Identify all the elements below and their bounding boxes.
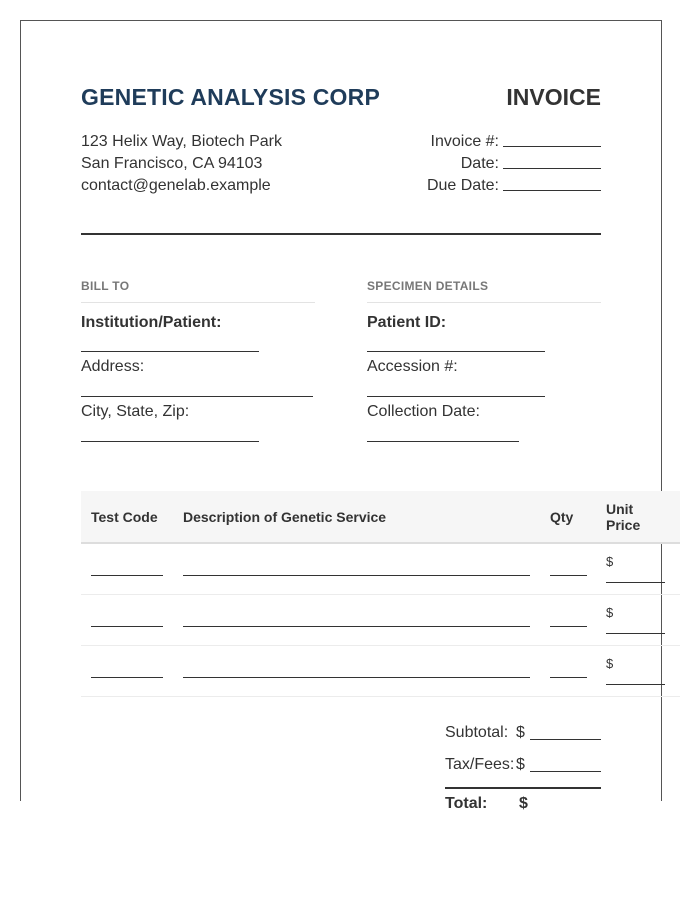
company-address [81, 131, 282, 197]
invoice-meta [380, 131, 601, 197]
due-date-label: Due Date: [426, 177, 499, 194]
subtotal-field[interactable] [530, 739, 601, 740]
due-date-row [380, 175, 601, 197]
services-table-header [81, 491, 680, 544]
address-line: San Francisco, CA 94103 [81, 155, 263, 172]
description-field[interactable] [183, 626, 530, 627]
test-code-field[interactable] [91, 575, 163, 576]
collection-date-field[interactable] [367, 441, 519, 442]
address-label: Address: [81, 358, 145, 375]
address-line: 123 Helix Way, Biotech Park [81, 133, 282, 150]
col-unit-price: Unit Price [606, 501, 641, 533]
contact-email: contact@genelab.example [81, 177, 271, 194]
description-field[interactable] [183, 575, 530, 576]
collection-date-label: Collection Date: [367, 403, 480, 420]
total-currency: $ [519, 795, 528, 812]
total-label: Total: [445, 795, 488, 812]
city-field[interactable] [81, 441, 259, 442]
due-date-field[interactable] [503, 176, 601, 191]
currency-symbol: $ [606, 605, 614, 620]
col-qty: Qty [550, 509, 574, 525]
institution-label: Institution/Patient: [81, 314, 222, 331]
specimen-heading: SPECIMEN DETAILS [367, 279, 601, 303]
test-code-field[interactable] [91, 677, 163, 678]
currency-symbol: $ [606, 656, 614, 671]
qty-field[interactable] [550, 626, 587, 627]
qty-field[interactable] [550, 677, 587, 678]
col-test-code: Test Code [91, 509, 158, 525]
document-title: INVOICE [506, 84, 601, 110]
table-row [81, 595, 680, 646]
description-field[interactable] [183, 677, 530, 678]
date-label: Date: [460, 155, 499, 172]
table-row [81, 544, 680, 595]
col-description: Description of Genetic Service [183, 509, 387, 525]
invoice-number-field[interactable] [503, 132, 601, 147]
patient-id-label: Patient ID: [367, 314, 447, 331]
subtotal-label: Subtotal: [445, 724, 509, 741]
address-field[interactable] [81, 396, 313, 397]
date-row [380, 153, 601, 175]
totals-divider [445, 787, 601, 789]
city-label: City, State, Zip: [81, 403, 190, 420]
accession-label: Accession #: [367, 358, 458, 375]
bill-to-heading: BILL TO [81, 279, 315, 303]
tax-currency: $ [516, 756, 525, 773]
currency-symbol: $ [606, 554, 614, 569]
institution-field[interactable] [81, 351, 259, 352]
subtotal-currency: $ [516, 724, 525, 741]
qty-field[interactable] [550, 575, 587, 576]
unit-price-field[interactable] [606, 582, 665, 583]
company-name: GENETIC ANALYSIS CORP [81, 84, 380, 110]
test-code-field[interactable] [91, 626, 163, 627]
invoice-number-label: Invoice #: [430, 133, 499, 150]
patient-id-field[interactable] [367, 351, 545, 352]
table-row [81, 646, 680, 697]
date-field[interactable] [503, 154, 601, 169]
header-divider [81, 233, 601, 235]
tax-label: Tax/Fees: [445, 756, 515, 773]
accession-field[interactable] [367, 396, 545, 397]
unit-price-field[interactable] [606, 684, 665, 685]
unit-price-field[interactable] [606, 633, 665, 634]
tax-field[interactable] [530, 771, 601, 772]
invoice-number-row [380, 131, 601, 153]
